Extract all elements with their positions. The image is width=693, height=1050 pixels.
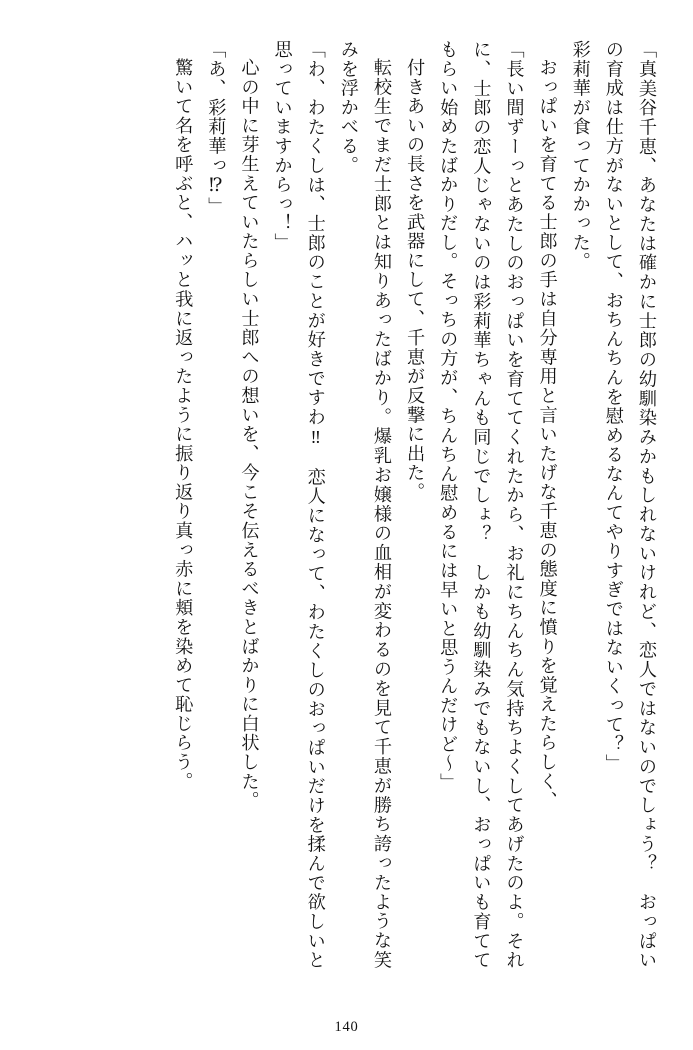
paragraph: 「あ、彩莉華っ⁉」: [206, 40, 227, 217]
paragraph: 心の中に芽生えていたらしい士郎への想いを、今こそ伝えるべきとばかりに白状した。: [239, 58, 260, 811]
page-number: 140: [334, 1019, 359, 1035]
paragraph: 彩莉華が食ってかかった。: [570, 40, 591, 272]
paragraph: 付きあいの長さを武器にして、千恵が反撃に出た。: [405, 58, 426, 502]
paragraph: 転校生でまだ士郎とは知りあったばかり。爆乳お嬢様の血相が変わるのを見て千恵が勝ち誇ったような笑みを浮かべる。: [338, 40, 392, 970]
paragraph: 「わ、わたくしは、士郎のことが好きですわ‼ 恋人になって、わたくしのおっぱいだけを揉んで欲しいと思っていますからっ！」: [272, 40, 326, 970]
page-text-body: [30, 40, 663, 970]
paragraph: 驚いて名を呼ぶと、ハッと我に返ったように振り返り真っ赤に頬を染めて恥じらう。: [173, 58, 194, 792]
paragraph: おっぱいを育てる士郎の手は自分専用と言いたげな千恵の態度に憤りを覚えたらしく、: [537, 58, 558, 811]
paragraph: 「長い間ずーっとあたしのおっぱいを育ててくれたから、お礼にちんちん気持ちよくしてあげたのよ。それに、士郎の恋人じゃないのは彩莉華ちゃんも同じでしょ？ しかも幼馴染みでもないし、おっぱいも育ててもらい始めたばかりだし。そっちの方が、ちんちん慰めるには早いと思うんだけど～」: [438, 40, 525, 970]
paragraph: 「真美谷千恵、あなたは確かに士郎の幼馴染みかもしれないけれど、恋人ではないのでしょう？ おっぱいの育成は仕方がないとして、おちんちんを慰めるなんてやりすぎではないくって？」: [603, 40, 657, 970]
